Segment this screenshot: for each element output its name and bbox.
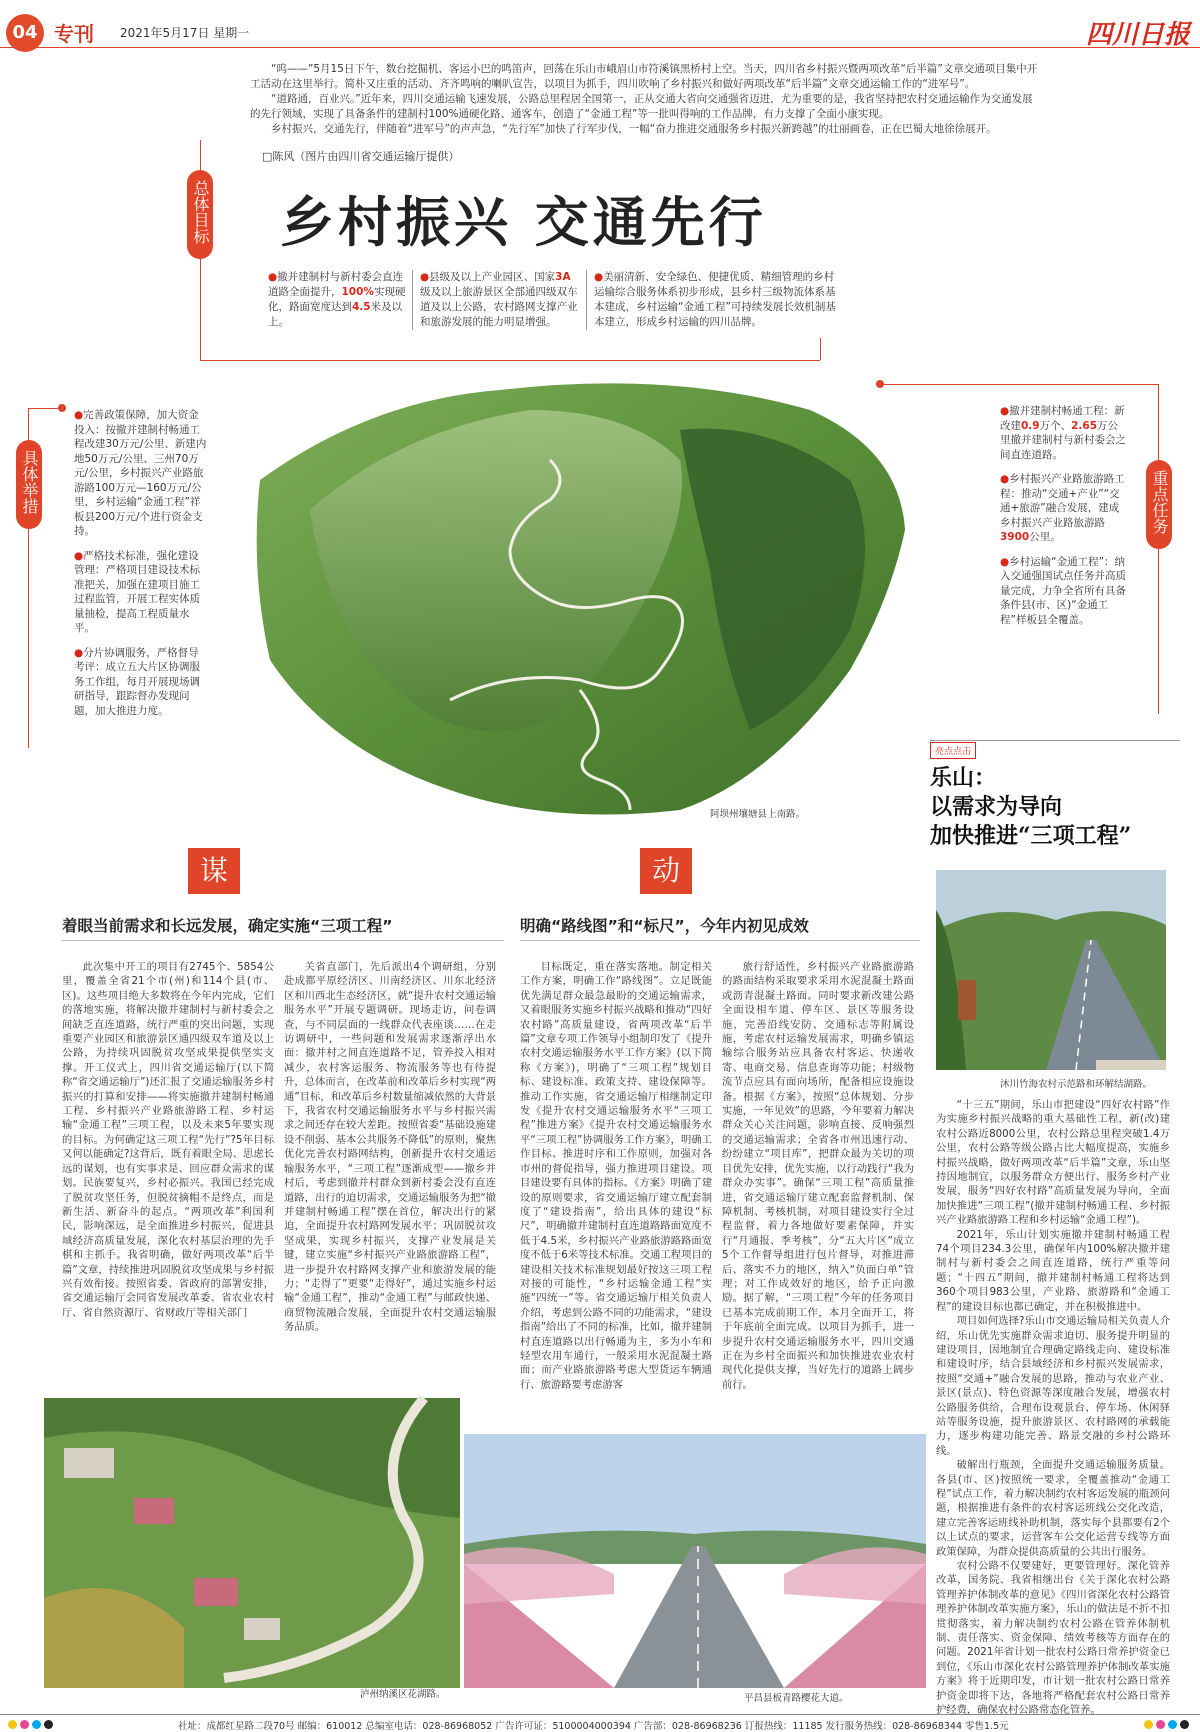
measure-item: ●严格技术标准，强化建设管理：严格项目建设技术标准把关，加强在建项目施工过程监管，开展工程实体质量抽检，提高工程质量水平。: [74, 549, 200, 634]
goal-item: ●撤并建制村与新村委会直连道路全面提升，100%实现硬化，路面宽度达到4.5米及以上。: [268, 271, 406, 328]
section-rule: [62, 940, 504, 941]
task-item: ●乡村振兴产业路旅游路工程：推动“交通+产业”“交通+旅游”融合发展，建成乡村振兴产业路旅游路3900公里。: [1000, 473, 1125, 543]
connector-dot: [58, 404, 66, 412]
hero-caption: 阿坝州壤塘县上南路。: [710, 809, 806, 820]
divider: [586, 270, 587, 330]
footer-info: 社址：成都红星路二段70号 邮编：610012 总编室电话：028-86968052 广告许可证：5100004000394 广告部：028-86968236 订报热线：11185 发行服务热线：028-86968344 零售1.5元: [178, 1721, 1009, 1732]
article-column: 此次集中开工的项目有2745个、5854公里，覆盖全省21个市(州)和114个县(市、区)。这些项目绝大多数将在今年内完成，它们的落地实施，将解决撤并建制村与新村委会之间缺乏直连道路，统行严重的突出问题，实现重要产业园区和旅游景区通四级双车道及以上公路，为持续巩固脱贫攻坚成果提供坚实支撑。开工仪式上，四川省交通运输厅(以下简称“省交通运输厅”)还汇报了交通运输服务乡村振兴的打算和安排——将实施撤并建制村畅通工程、乡村振兴产业路旅游路工程、乡村运输“金通工程”三项工程，以及未来5年要实现的目标。为何确定这三项工程“先行”?5年目标又何以能确定?这背后，既有着眼全局、思虑长远的谋划，也有实事求是、回应群众需求的谋划。民族要复兴，乡村必振兴。我国已经完成了脱贫攻坚任务，但脱贫摘帽不是终点，而是新生活、新奋斗的起点。“两项改革”利国利民，影响深远，是全面推进乡村振兴，促进县域经济高质量发展，深化农村基层治理的先手棋和主抓手。我省明确，做好两项改革“后半篇”文章，持续推进巩固脱贫攻坚成果与乡村振兴有效衔接。按照省委、省政府的部署安排，省交通运输厅会同省发展改革委、省农业农村厅、省自然资源厅、省财政厅等相关部门: [62, 961, 274, 1319]
section-mark-dong: 动: [640, 848, 692, 894]
intro-paragraph: “道路通，百业兴。”近年来，四川交通运输飞速发展，公路总里程居全国第一，正从交通大省向交通强省迈进，尤为重要的是，我省坚持把农村交通运输作为交通发展的先行领域，实现了具备条件的建制村100%通硬化路、通客车，创造了“金通工程”等一批叫得响的工作品牌，有力支撑了全面小康实现。: [250, 93, 1033, 120]
connector-line: [28, 408, 58, 409]
section-heading-mou: 着眼当前需求和长远发展，确定实施“三项工程”: [62, 917, 393, 935]
tag-overall-goal: 总体目标: [187, 170, 213, 259]
byline: □陈风（图片由四川省交通运输厅提供）: [262, 150, 460, 163]
task-item: ●撤并建制村畅通工程：新改建0.9万个、2.65万公里撤并建制村与新村委会之间直连道路。: [1000, 405, 1126, 461]
color-dot: [1180, 1720, 1189, 1729]
pingchang-road-photo: [464, 1434, 926, 1688]
color-dot: [1144, 1720, 1153, 1729]
page-header: [0, 0, 1200, 48]
leshan-title: 乐山： 以需求为导向 加快推进“三项工程”: [930, 765, 1132, 849]
article-column: 目标既定，重在落实落地。制定相关工作方案，明确工作“路线图”。立足既能优先满足群众最急最盼的交通运输需求，又着眼服务实施乡村振兴战略和推动“四好农村路”高质量建设，省两项改革“后半篇”文章专项工作领导小组制印发了《提升农村交通运输服务水平工作方案》(以下简称《方案》)，明确了“三项工程”规划目标、建设标准、政策支持、建设保障等。推动工作实施，省交通运输厅相继制定印发《提升农村交通运输服务水平“三项工程”推进方案》《提升农村交通运输服务水平“三项工程”协调服务工作方案》，明确工作目标、推进时序和工作原则，加强对各市州的督促指导，强力推进项目建设。项目建设要有具体的指标。《方案》明确了建设的原则要求，省交通运输厅建立配套制度了“建设指南”，给出具体的建设“标尺”，明确撤并建制村直连道路路面宽度不低于4.5米，乡村振兴产业路旅游路路面宽度不低于6米等技术标准。交通工程项目的建设相关技术标准规划最好按这三项工程对接的可能性，“乡村运输金通工程”实施“四统一”等。省交通运输厅相关负责人介绍，考虑到公路不同的功能需求，“建设指南”给出了不同的标准，比如，撤并建制村直连道路以出行畅通为主，多为小车和轻型农用车通行，一般采用水泥混凝土路面；而产业路旅游路考虑大型货运车辆通行、旅游路要考虑游客: [520, 961, 712, 1391]
newspaper-logo: 四川日报: [1085, 20, 1190, 50]
measure-item: ●完善政策保障，加大资金投入：按撤并建制村畅通工程改建30万元/公里、新建内地50万元/公里、三州70万元/公里，乡村振兴产业路旅游路100万元—160万元/公里，乡村运输“金通工程”祥板县200万元/个进行资金支持。: [74, 409, 207, 537]
article-column: 旅行舒适性，乡村振兴产业路旅游路的路面结构采取要求采用水泥混凝土路面或沥青混凝土路面。同时要求新改建公路全面设相车道、停车区、景区等服务设施，完善沿线安防、交通标志等附属设施，考虑农村运输发展需求，明确乡镇运输综合服务站应具备农村客运、快递收寄、电商交易、信息查询等功能；村级物流节点应具有面向场所，配备相应设施设备。根据《方案》，按照“总体规划、分步实施，一年见效”的思路，今年要着力解决群众关心关注问题，影响直接、反响强烈的交通运输需求；全省各市州迅速行动、纷纷建立“项目库”，把群众最为关切的项目优先安排，优先实施，以行动践行“我为群众办实事”。确保“三项工程”高质量推进，省交通运输厅建立配套监督机制、保障机制、考核机制，对项目建设实行全过程监督，着力各地做好要素保障，并实行“月通报、季考核”，分“五大片区”成立5个工作督导组进行包片督导，对推进滞后、落实不力的地区，纳入“负面白单”管理；对工作成效好的地区，给予正向激励。据了解，“三项工程”今年的任务项目已基本完成前期工作，本月全面开工，将于年底前全面完成。以项目为抓手，进一步提升农村交通运输服务水平，四川交通正在为乡村全面振兴和加快推进农业农村现代化提供支撑，当好先行的道路上阔步前行。: [722, 961, 914, 1391]
photo-caption: 沐川竹海农村示范路和环解结湖路。: [1000, 1079, 1153, 1090]
main-headline: 乡村振兴 交通先行: [280, 190, 767, 254]
connector-line: [884, 384, 1158, 385]
connector-line: [1158, 384, 1159, 714]
section-heading-dong: 明确“路线图”和“标尺”，今年内初见成效: [520, 917, 809, 935]
goal-item: ●美丽清新、安全绿色、便捷优质、精细管理的乡村运输综合服务体系初步形成，县乡村三级物流体系基本建成，乡村运输“金通工程”可持续发展长效机制基本建立，形成乡村运输的四川品牌。: [594, 271, 836, 328]
connector-line: [820, 338, 821, 360]
color-dot: [32, 1720, 41, 1729]
color-dot: [8, 1720, 17, 1729]
page-number: 04: [6, 14, 44, 52]
measures-list: [74, 408, 208, 728]
leshan-road-photo: [936, 870, 1166, 1070]
color-dot: [1168, 1720, 1177, 1729]
section-mark-mou: 谋: [188, 848, 240, 894]
issue-date: 2021年5月17日 星期一: [120, 26, 250, 40]
intro-text: [250, 62, 1040, 137]
tasks-list: [1000, 404, 1128, 637]
intro-paragraph: 乡村振兴，交通先行，伴随着“进军号”的声声急，“先行军”加快了行军步伐，一幅“奋力推进交通服务乡村振兴新跨越”的壮丽画卷，正在巴蜀大地徐徐展开。: [271, 123, 997, 135]
color-dot: [44, 1720, 53, 1729]
tag-key-tasks: 重点任务: [1146, 460, 1172, 549]
hero-mountain-road-photo: [250, 370, 910, 820]
goal-item: ●县级及以上产业园区、国家3A级及以上旅游景区全部通四级双车道及以上公路，农村路网支撑产业和旅游发展的能力明显增强。: [420, 271, 578, 328]
intro-paragraph: “呜——”5月15日下午，数台挖掘机、客运小巴的鸣笛声，回荡在乐山市峨眉山市符溪镇黑桥村上空。当天，四川省乡村振兴暨两项改革“后半篇”文章交通项目集中开工活动在这里举行。简朴又庄重的活动、齐齐鸣响的喇叭宣告，以项目为抓手，四川吹响了乡村振兴和做好两项改革“后半篇”文章交通运输工作的“进军号”。: [250, 63, 1038, 90]
color-dot: [20, 1720, 29, 1729]
luzhou-road-photo: [44, 1398, 460, 1688]
page-footer: [0, 1714, 1200, 1732]
divider: [412, 270, 413, 330]
highlight-tag: 亮点点击: [930, 742, 976, 759]
task-item: ●乡村运输“金通工程”：纳入交通强国试点任务并高质量完成，力争全省所有具备条件县(市、区)“金通工程”样板县全覆盖。: [1000, 555, 1126, 626]
color-dot: [1156, 1720, 1165, 1729]
measure-item: ●分片协调服务，严格督导考评：成立五大片区协调服务工作组，每月开展现场调研指导，跟踪督办发现问题，加大推进力度。: [74, 646, 200, 717]
section-rule: [520, 940, 920, 941]
photo-caption: 泸州纳溪区花湖路。: [360, 1689, 446, 1700]
section-label: 专刊: [54, 22, 94, 46]
leshan-article: “十三五”期间，乐山市把建设“四好农村路”作为实施乡村振兴战略的重大基础性工程，新(改)建农村公路近8000公里，农村公路总里程突破1.4万公里，农村公路等级公路占比大幅度提高，实施乡村振兴战略，做好两项改革“后半篇”文章，乐山坚持因地制宜，以服务群众方便出行、服务乡村产业发展，服务“四好农村路”高质量发展为导向，全面加快推进“三项工程”(撤并建制村畅通工程、乡村振兴产业路旅游路工程和乡村运输“金通工程”)。 2021年，乐山计划实施撤并建制村畅通工程74个项目234.3公里，确保年内100%解决撤并建制村与新村委会之间直连道路，统行严重等问题；“十四五”期间，撤并建制村畅通工程将达到360个项目983公里，产业路、旅游路和“金通工程”的建设目标也都已确定，并在积极推进中。 项目如何选择?乐山市交通运输局相关负责人介绍，乐山优先实施群众需求迫切、服务提升明显的建设项目，因地制宜合理确定路线走向、建设标准和建设时序，结合县域经济和乡村振兴发展需求，按照“交通+”融合发展的思路，推动与农业产业、景区(景点)、特色资源等深度融合发展，增强农村公路服务供给，合理布设观景台、停车场、休闲驿站等服务设施，提升旅游景区、农村路网的承载能力，逐步构建功能完善、路景交融的乡村公路环线。 破解出行瓶颈，全面提升交通运输服务质量。各县(市、区)按照统一要求，全覆盖推动“金通工程”试点工作，着力解决制约农村客运发展的瓶颈问题，根据推进有条件的农村客运班线公交化改造，建立完善客运班线补助机制，落实每个县都要有2个以上试点的要求，运营客车公交化运营专线等方面政策保障，为群众提供高质量的公共出行服务。 农村公路不仅要建好，更要管理好。深化管养改革，国务院、我省相继出台《关于深化农村公路管理养护体制改革的意见》《四川省深化农村公路管理养护体制改革实施方案》，乐山的做法是不折不扣贯彻落实，着力解决制约农村公路在管养体制机制、责任落实、资金保障、绩效考核等方面存在的问题。2021年省计划一批农村公路日常养护资金已到位，《乐山市深化农村公路管理养护体制改革实施方案》将于近期印发，市计划一批农村公路日常养护资金即将下达，各地将严格配套农村公路日常养护经费，确保农村公路常态化管养。: [936, 1099, 1170, 1717]
section-rule: [930, 740, 1180, 741]
photo-caption: 平昌县板青路樱花大道。: [744, 1693, 849, 1704]
tag-specific-measures: 具体举措: [16, 440, 42, 529]
connector-line: [200, 360, 820, 361]
article-column: 关省直部门，先后派出4个调研组，分别赴成都平原经济区、川南经济区、川东北经济区和川西北生态经济区，就“提升农村交通运输服务水平”开展专题调研。现场走访，问卷调查，与不同层面的一线群众代表座谈……在走访调研中，一些问题和发展需求逐渐浮出水面：撤并村之间直连道路不足，管养投入相对减少，农村客运服务、物流服务等也有待提升，总体而言，在改革前和改革后乡村实现“两通”目标，和改革后乡村数量缩减依然的大背景下，我省农村交通运输服务水平与乡村振兴需求之间还存在较大差距。按照省委“基础设施建设不削弱、基本公共服务不降低”的原则，聚焦优化完善农村路网结构，创新提升农村交通运输服务水平，“三项工程”逐渐成型——撤乡并村后，考虑到撤并村群众到新村委会没有直连道路，出行的迫切需求，交通运输服务为把“撤并建制村畅通工程”摆在首位，解决出行的紧迫，全面提升农村路网发展水平；巩固脱贫攻坚成果，实现乡村振兴，支撑产业发展是关键，建立实施“乡村振兴产业路旅游路工程”，进一步提升农村路网支撑产业和旅游发展的能力；“走得了”更要“走得好”，通过实施乡村运输“金通工程”，推动“金通工程”与邮政快递、商贸物流融合发展，全面提升农村交通运输服务品质。: [284, 961, 496, 1334]
